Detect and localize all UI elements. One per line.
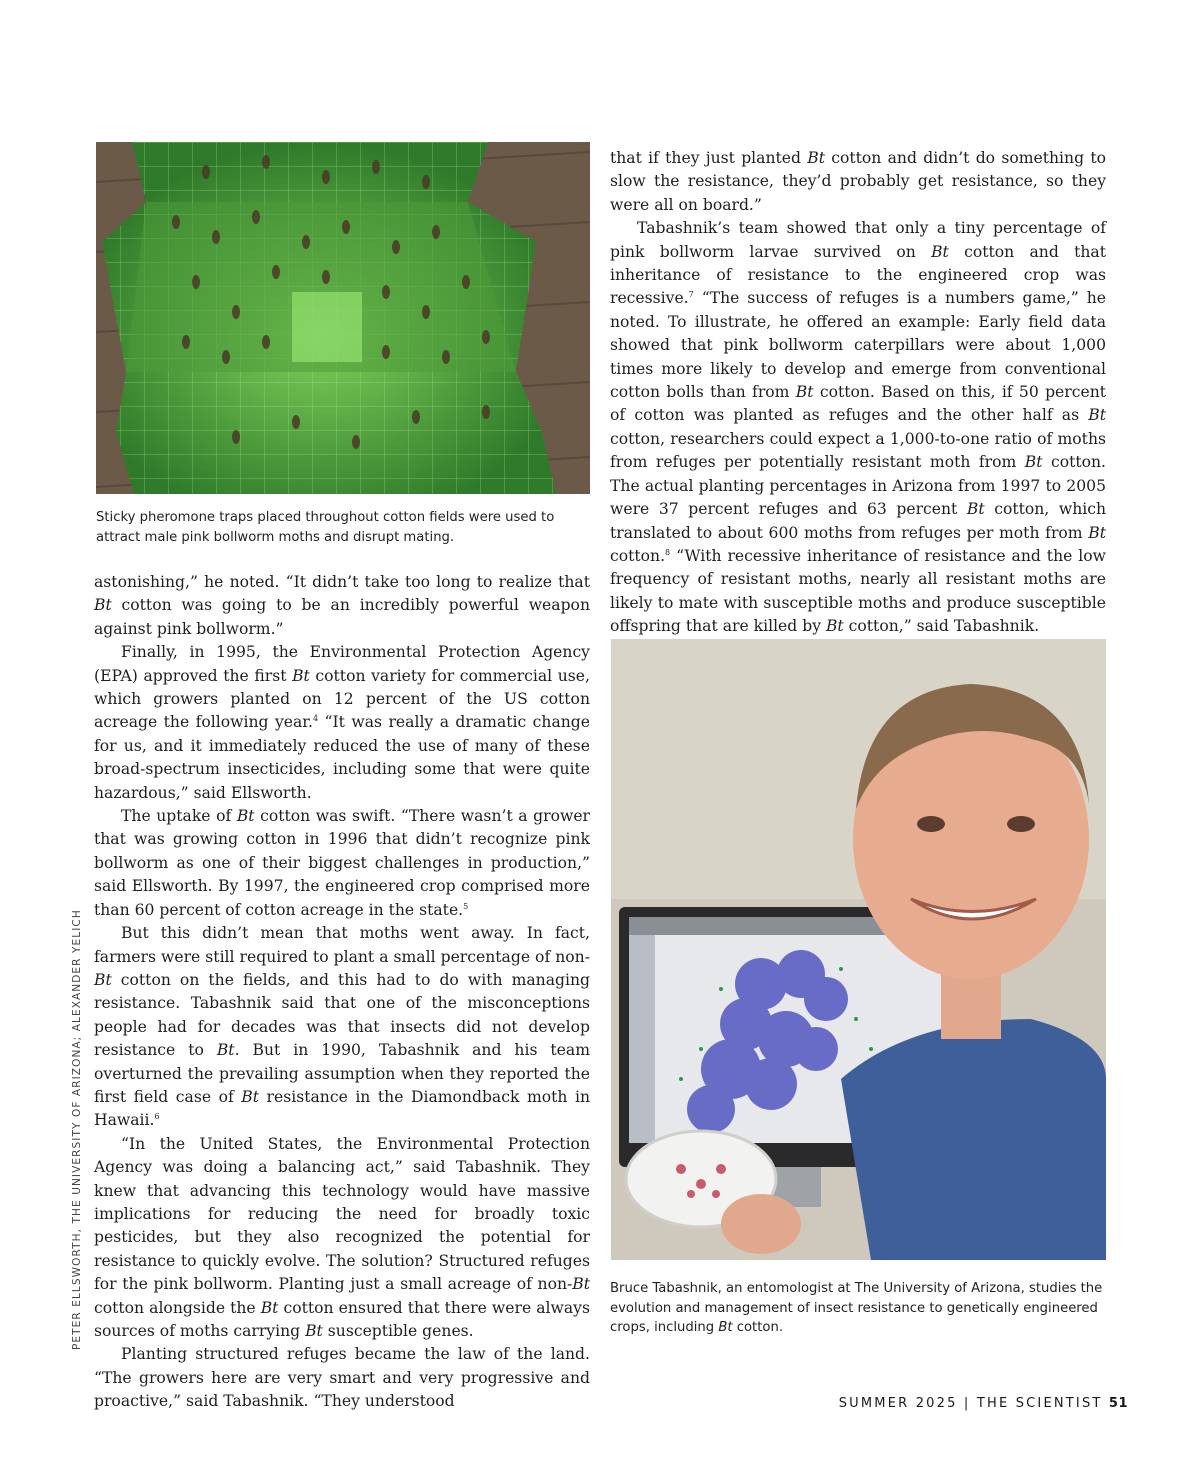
sticky-trap-photo	[96, 142, 590, 494]
paragraph: that if they just planted Bt cotton and didn’t do something to slow the resistance, they’d probably get resistance, so they were all on board.”	[610, 149, 1106, 214]
paragraph: The uptake of Bt cotton was swift. “There wasn’t a grower that was growing cotton in 1996 that didn’t recognize pink bollworm as one of their biggest challenges in production,” said Ellsworth. By 1997, the engineered crop comprised more than 60 percent of cotton acreage in the state.$^5$	[94, 807, 590, 919]
paragraph: But this didn’t mean that moths went away. In fact, farmers were still required to plant a small percentage of non-Bt cotton on the fields, and this had to do with managing resistance. Tabashnik said that one of the misconceptions people had for decades was that insects did not develop resistance to Bt. But in 1990, Tabashnik and his team overturned the prevailing assumption when they reported the first field case of Bt resistance in the Diamondback moth in Hawaii.$^6$	[94, 924, 590, 1130]
footnote-ref: 7	[688, 290, 694, 300]
paragraph: Finally, in 1995, the Environmental Protection Agency (EPA) approved the first Bt cotton variety for commercial use, which growers planted on 12 percent of the US cotton acreage the following year.$^4$ “It was really a dramatic change for us, and it immediately reduced the use of many of these broad-spectrum insecticides, including some that were quite hazardous,” said Ellsworth.	[94, 643, 591, 802]
footnote-ref: 4	[313, 714, 319, 724]
footnote-ref: 6	[154, 1112, 160, 1122]
footnote-ref: 5	[463, 901, 469, 911]
photo-credit: PETER ELLSWORTH, THE UNIVERSITY OF ARIZONA; ALEXANDER YELICH	[71, 909, 83, 1350]
page-footer	[839, 1396, 1128, 1411]
paragraph: Planting structured refuges became the law of the land. “The growers here are very smart and very progressive and proactive,” said Tabashnik. “They understood	[94, 1345, 590, 1411]
trap-photo-caption: Sticky pheromone traps placed throughout cotton fields were used to attract male pink bollworm moths and disrupt mating.	[96, 510, 555, 545]
footnote-ref: 8	[665, 547, 671, 557]
issue-label: SUMMER 2025 | THE SCIENTIST	[838, 1396, 1103, 1411]
page-number: 51	[1108, 1396, 1128, 1411]
right-text-column	[610, 147, 1106, 639]
paragraph: Tabashnik’s team showed that only a tiny percentage of pink bollworm larvae survived on Bt cotton and that inheritance of resistance to the engineered crop was recessive.$^7$ “The success of refuges is a numbers game,” he noted. To illustrate, he offered an example: Early field data showed that pink bollworm caterpillars were about 1,000 times more likely to develop and emerge from conventional cotton bolls than from Bt cotton. Based on this, if 50 percent of cotton was planted as refuges and the other half as Bt cotton, researchers could expect a 1,000-to-one ratio of moths from refuges per potentially resistant moth from Bt cotton. The actual planting percentages in Arizona from 1997 to 2005 were 37 percent refuges and 63 percent Bt cotton, which translated to about 600 moths from refuges per moth from Bt cotton.$^8$ “With recessive inheritance of resistance and the low frequency of resistant moths, nearly all resistant moths are likely to mate with susceptible moths and produce susceptible offspring that are killed by Bt cotton,” said Tabashnik.	[610, 219, 1107, 636]
paragraph: astonishing,” he noted. “It didn’t take too long to realize that Bt cotton was going to be an incredibly powerful weapon against pink bollworm.”	[94, 573, 590, 638]
tabashnik-portrait-photo	[611, 639, 1106, 1260]
paragraph: “In the United States, the Environmental Protection Agency was doing a balancing act,” said Tabashnik. They knew that advancing this technology would have massive implications for reducing the need for broadly toxic pesticides, but they also recognized the potential for resistance to quickly evolve. The solution? Structured refuges for the pink bollworm. Planting just a small acreage of non-Bt cotton alongside the Bt cotton ensured that there were always sources of moths carrying Bt susceptible genes.	[94, 1134, 590, 1340]
portrait-photo-caption: Bruce Tabashnik, an entomologist at The University of Arizona, studies the evolution and management of insect resistance to genetically engineered crops, including Bt cotton.	[610, 1281, 1103, 1335]
left-text-column	[94, 571, 590, 1414]
